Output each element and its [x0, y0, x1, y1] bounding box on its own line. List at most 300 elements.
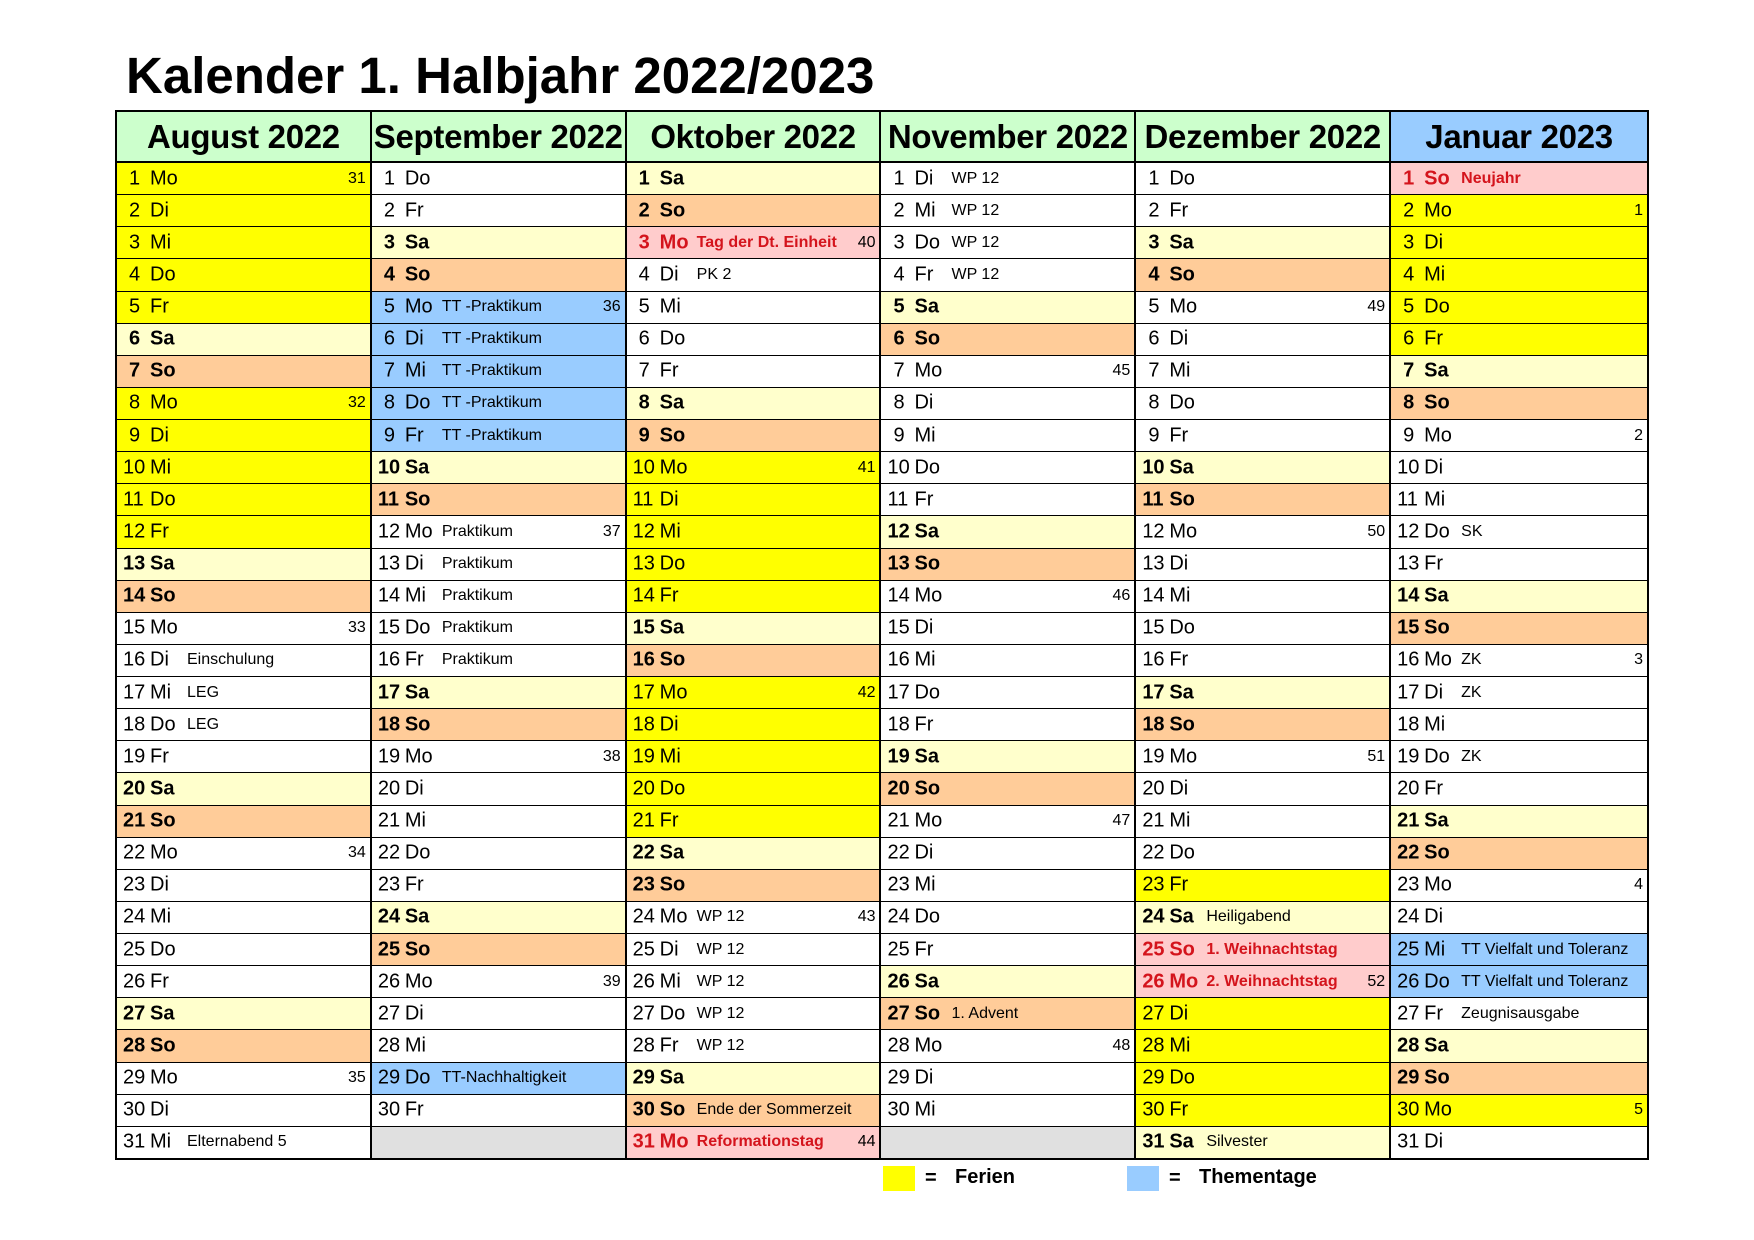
- day-cell: [1136, 613, 1389, 645]
- weekday-label: So: [1169, 263, 1195, 286]
- day-number: 31: [1397, 1130, 1420, 1153]
- day-number: 26: [1397, 970, 1420, 993]
- week-number: 50: [1367, 522, 1386, 540]
- day-number: 15: [887, 616, 910, 639]
- weekday-label: So: [659, 424, 686, 447]
- weekday-label: Di: [659, 713, 679, 736]
- weekday-label: Fr: [1424, 327, 1444, 350]
- day-cell: [117, 356, 370, 388]
- day-cell: [1136, 356, 1389, 388]
- week-number: 42: [857, 683, 876, 701]
- weekday-label: Sa: [1169, 681, 1194, 704]
- day-note: LEG: [187, 715, 220, 733]
- day-number: 27: [887, 1002, 910, 1025]
- day-number: 30: [123, 1098, 146, 1121]
- day-cell: [1136, 1030, 1389, 1062]
- weekday-label: Do: [659, 552, 686, 575]
- weekday-label: Fr: [404, 424, 424, 447]
- day-cell: [1391, 1030, 1647, 1062]
- day-list: [372, 163, 625, 1158]
- day-number: 4: [383, 263, 395, 286]
- day-cell: [372, 773, 625, 805]
- day-number: 30: [1142, 1098, 1165, 1121]
- weekday-label: So: [150, 584, 176, 607]
- weekday-label: Fr: [1169, 424, 1189, 447]
- weekday-label: Fr: [659, 1034, 679, 1057]
- day-note: TT -Praktikum: [441, 298, 542, 316]
- day-cell: [117, 870, 370, 902]
- day-number: 28: [1142, 1034, 1165, 1057]
- weekday-label: Mo: [150, 1066, 178, 1089]
- day-cell: [1136, 806, 1389, 838]
- day-cell: [881, 324, 1134, 356]
- day-number: 7: [1403, 359, 1415, 382]
- day-number: 7: [383, 359, 395, 382]
- day-cell: [117, 1063, 370, 1095]
- day-cell: [627, 934, 880, 966]
- weekday-label: Do: [1169, 167, 1195, 190]
- day-cell: [1136, 1127, 1389, 1158]
- day-number: 12: [1397, 520, 1420, 543]
- day-cell: [1391, 452, 1647, 484]
- day-number: 9: [1148, 424, 1160, 447]
- day-cell: [372, 484, 625, 516]
- day-cell: [1391, 773, 1647, 805]
- weekday-label: Do: [150, 713, 176, 736]
- day-number: 17: [632, 681, 655, 704]
- day-cell: [372, 516, 625, 548]
- day-number: 30: [1397, 1098, 1420, 1121]
- weekday-label: Do: [1424, 295, 1450, 318]
- day-cell: [627, 1030, 880, 1062]
- day-number: 1: [129, 167, 141, 190]
- weekday-label: Mi: [1424, 263, 1446, 286]
- day-cell: [1136, 838, 1389, 870]
- day-cell: [372, 324, 625, 356]
- weekday-label: Do: [150, 488, 176, 511]
- weekday-label: Sa: [404, 905, 430, 928]
- day-cell: [627, 741, 880, 773]
- weekday-label: Mo: [1424, 199, 1452, 222]
- day-number: 21: [377, 809, 401, 832]
- day-cell: [1391, 1095, 1647, 1127]
- day-cell: [881, 741, 1134, 773]
- day-cell: [372, 581, 625, 613]
- day-number: 20: [123, 777, 146, 800]
- weekday-label: Do: [659, 777, 686, 800]
- day-number: 28: [1397, 1034, 1420, 1057]
- day-number: 30: [632, 1098, 655, 1121]
- weekday-label: Fr: [150, 295, 169, 318]
- weekday-label: Mo: [914, 809, 943, 832]
- day-number: 5: [129, 295, 141, 318]
- month-column: [627, 112, 882, 1158]
- day-note: 1. Weihnachtstag: [1206, 940, 1338, 958]
- day-number: 28: [123, 1034, 146, 1057]
- weekday-label: Di: [659, 488, 679, 511]
- day-cell: [627, 677, 880, 709]
- day-number: 23: [377, 873, 401, 896]
- day-cell: [881, 356, 1134, 388]
- weekday-label: Mo: [150, 616, 178, 639]
- weekday-label: Di: [914, 167, 934, 190]
- weekday-label: Sa: [914, 970, 939, 993]
- weekday-label: Fr: [659, 359, 679, 382]
- day-cell: [627, 966, 880, 998]
- day-number: 10: [123, 456, 146, 479]
- weekday-label: So: [404, 713, 431, 736]
- day-cell: [117, 838, 370, 870]
- weekday-label: Mo: [1424, 873, 1452, 896]
- day-number: 10: [1397, 456, 1420, 479]
- month-header: Januar 2023: [1391, 112, 1647, 163]
- weekday-label: Di: [914, 841, 934, 864]
- day-number: 10: [377, 456, 401, 479]
- weekday-label: Sa: [150, 552, 175, 575]
- day-number: 24: [632, 905, 655, 928]
- day-number: 11: [887, 488, 909, 511]
- day-number: 15: [632, 616, 655, 639]
- weekday-label: So: [1424, 1066, 1450, 1089]
- day-cell: [372, 677, 625, 709]
- weekday-label: Mo: [914, 1034, 943, 1057]
- day-list: [627, 163, 880, 1158]
- day-number: 18: [632, 713, 655, 736]
- day-cell: [1391, 998, 1647, 1030]
- day-number: 13: [887, 552, 910, 575]
- day-cell: [372, 645, 625, 677]
- day-number: 19: [632, 745, 655, 768]
- day-note: Neujahr: [1461, 169, 1521, 187]
- day-number: 16: [632, 648, 655, 671]
- day-number: 3: [129, 231, 141, 254]
- day-number: 21: [1142, 809, 1165, 832]
- day-cell: [1136, 1063, 1389, 1095]
- weekday-label: Sa: [914, 745, 939, 768]
- weekday-label: Mi: [150, 456, 172, 479]
- day-number: 31: [1142, 1130, 1165, 1153]
- day-number: 2: [638, 199, 650, 222]
- day-note: Ende der Sommerzeit: [696, 1101, 852, 1119]
- day-number: 5: [1403, 295, 1415, 318]
- day-cell: [1391, 1127, 1647, 1158]
- day-number: 15: [123, 616, 146, 639]
- weekday-label: Do: [404, 167, 431, 190]
- day-cell: [1136, 998, 1389, 1030]
- month-header: August 2022: [117, 112, 370, 163]
- day-number: 23: [1142, 873, 1165, 896]
- day-cell: [1391, 549, 1647, 581]
- day-number: 16: [123, 648, 146, 671]
- day-cell: [1136, 773, 1389, 805]
- day-number: 14: [1142, 584, 1165, 607]
- day-note: Praktikum: [441, 555, 513, 573]
- day-cell: [1391, 484, 1647, 516]
- day-number: 27: [632, 1002, 655, 1025]
- week-number: 40: [857, 233, 876, 251]
- day-cell: [1136, 677, 1389, 709]
- weekday-label: Mi: [1424, 713, 1446, 736]
- day-number: 17: [123, 681, 146, 704]
- day-cell: [1136, 324, 1389, 356]
- day-number: 29: [1397, 1066, 1420, 1089]
- weekday-label: Do: [914, 681, 941, 704]
- weekday-label: Mo: [404, 295, 433, 318]
- day-cell: [881, 1095, 1134, 1127]
- day-note: WP 12: [951, 265, 1000, 283]
- day-number: 17: [887, 681, 910, 704]
- week-number: 51: [1367, 747, 1386, 765]
- day-number: 25: [1397, 938, 1420, 961]
- weekday-label: Di: [1424, 456, 1444, 479]
- day-cell: [627, 227, 880, 259]
- day-number: 1: [893, 167, 905, 190]
- day-cell: [881, 516, 1134, 548]
- day-number: 31: [632, 1130, 655, 1153]
- weekday-label: Di: [150, 424, 169, 447]
- day-cell: [627, 452, 880, 484]
- day-cell: [372, 163, 625, 195]
- weekday-label: Sa: [1424, 1034, 1449, 1057]
- day-number: 24: [887, 905, 910, 928]
- weekday-label: Mi: [404, 584, 426, 607]
- day-cell: [627, 902, 880, 934]
- day-number: 8: [638, 391, 650, 414]
- day-number: 18: [123, 713, 146, 736]
- day-number: 6: [638, 327, 650, 350]
- week-number: 38: [602, 747, 621, 765]
- day-number: 12: [377, 520, 401, 543]
- day-cell: [117, 998, 370, 1030]
- day-number: 17: [1397, 681, 1420, 704]
- weekday-label: So: [1424, 391, 1450, 414]
- day-cell: [627, 324, 880, 356]
- day-cell: [627, 581, 880, 613]
- month-header: Oktober 2022: [627, 112, 880, 163]
- week-number: 46: [1112, 587, 1131, 605]
- legend-swatch-ferien: [883, 1166, 915, 1191]
- weekday-label: Mi: [150, 1130, 172, 1153]
- day-number: 7: [893, 359, 905, 382]
- day-note: TT -Praktikum: [441, 426, 542, 444]
- day-cell: [1391, 709, 1647, 741]
- day-cell: [627, 420, 880, 452]
- day-number: 22: [887, 841, 910, 864]
- day-number: 28: [887, 1034, 910, 1057]
- day-note: Silvester: [1206, 1133, 1268, 1151]
- day-number: 13: [1142, 552, 1165, 575]
- day-cell: [1136, 420, 1389, 452]
- day-cell: [372, 806, 625, 838]
- day-cell: [117, 934, 370, 966]
- day-cell: [117, 324, 370, 356]
- weekday-label: Do: [1424, 970, 1450, 993]
- day-number: 23: [887, 873, 910, 896]
- day-number: 11: [123, 488, 144, 511]
- day-list: [1391, 163, 1647, 1158]
- weekday-label: Sa: [1169, 231, 1194, 254]
- day-number: 16: [1142, 648, 1165, 671]
- day-cell: [117, 195, 370, 227]
- day-cell: [627, 998, 880, 1030]
- day-number: 23: [1397, 873, 1420, 896]
- day-cell: [881, 420, 1134, 452]
- day-cell: [117, 1127, 370, 1158]
- day-cell: [881, 709, 1134, 741]
- day-number: 1: [1148, 167, 1160, 190]
- day-number: 25: [632, 938, 655, 961]
- weekday-label: Mi: [659, 295, 681, 318]
- day-note: Einschulung: [187, 651, 275, 669]
- day-number: 22: [1142, 841, 1165, 864]
- day-cell: [1391, 516, 1647, 548]
- weekday-label: Mo: [404, 970, 433, 993]
- weekday-label: Fr: [404, 199, 424, 222]
- week-number: 44: [857, 1133, 876, 1151]
- day-cell: [881, 966, 1134, 998]
- day-cell: [1136, 581, 1389, 613]
- week-number: 39: [602, 972, 621, 990]
- weekday-label: So: [1424, 841, 1450, 864]
- day-number: 19: [887, 745, 910, 768]
- day-number: 1: [638, 167, 650, 190]
- weekday-label: Mi: [1169, 1034, 1191, 1057]
- day-number: 22: [1397, 841, 1420, 864]
- day-cell: [881, 227, 1134, 259]
- weekday-label: Mi: [659, 520, 681, 543]
- weekday-label: Di: [914, 1066, 934, 1089]
- day-number: 6: [383, 327, 395, 350]
- day-cell: [881, 452, 1134, 484]
- day-cell: [1136, 516, 1389, 548]
- weekday-label: So: [659, 648, 686, 671]
- day-cell: [372, 1030, 625, 1062]
- weekday-label: Do: [404, 391, 431, 414]
- day-cell: [1391, 613, 1647, 645]
- day-cell: [881, 806, 1134, 838]
- week-number: 4: [1634, 876, 1643, 894]
- day-number: 5: [1148, 295, 1160, 318]
- weekday-label: Sa: [1169, 905, 1194, 928]
- day-number: 18: [1142, 713, 1165, 736]
- day-number: 24: [377, 905, 401, 928]
- day-cell: [1136, 388, 1389, 420]
- day-number: 5: [383, 295, 395, 318]
- weekday-label: Mi: [150, 231, 172, 254]
- day-cell: [627, 806, 880, 838]
- weekday-label: Fr: [1169, 1098, 1189, 1121]
- day-cell: [1391, 838, 1647, 870]
- day-cell: [1391, 227, 1647, 259]
- day-cell: [372, 709, 625, 741]
- day-number: 14: [123, 584, 146, 607]
- day-number: 26: [377, 970, 401, 993]
- day-number: 22: [377, 841, 401, 864]
- weekday-label: Mo: [659, 1130, 689, 1153]
- month-header: November 2022: [881, 112, 1134, 163]
- day-number: 23: [123, 873, 146, 896]
- day-cell: [372, 741, 625, 773]
- day-cell: [881, 388, 1134, 420]
- weekday-label: Mi: [150, 681, 172, 704]
- weekday-label: Di: [1424, 905, 1444, 928]
- day-cell: [881, 773, 1134, 805]
- day-number: 21: [123, 809, 146, 832]
- day-cell: [117, 1030, 370, 1062]
- day-note: Tag der Dt. Einheit: [696, 233, 837, 251]
- day-cell: [1391, 581, 1647, 613]
- day-note: Zeugnisausgabe: [1461, 1004, 1580, 1022]
- day-cell: [1391, 292, 1647, 324]
- weekday-label: Di: [914, 391, 934, 414]
- day-number: 7: [129, 359, 141, 382]
- day-note: TT -Praktikum: [441, 394, 542, 412]
- day-cell: [627, 1095, 880, 1127]
- weekday-label: Mo: [659, 681, 688, 704]
- weekday-label: Fr: [1424, 552, 1444, 575]
- day-cell: [117, 581, 370, 613]
- day-number: 2: [383, 199, 395, 222]
- day-number: 9: [893, 424, 905, 447]
- day-cell: [627, 163, 880, 195]
- day-number: 10: [887, 456, 910, 479]
- weekday-label: Mi: [914, 424, 936, 447]
- weekday-label: Fr: [150, 970, 169, 993]
- weekday-label: So: [404, 938, 431, 961]
- day-cell: [372, 1063, 625, 1095]
- weekday-label: So: [1169, 713, 1195, 736]
- weekday-label: So: [150, 809, 176, 832]
- day-cell: [881, 613, 1134, 645]
- weekday-label: Di: [150, 199, 169, 222]
- day-number: 5: [638, 295, 650, 318]
- day-cell: [881, 195, 1134, 227]
- weekday-label: Fr: [914, 263, 934, 286]
- day-number: 23: [632, 873, 655, 896]
- day-cell: [881, 484, 1134, 516]
- day-cell: [372, 1095, 625, 1127]
- day-number: 4: [893, 263, 905, 286]
- day-cell: [117, 549, 370, 581]
- day-cell: [372, 902, 625, 934]
- week-number: 47: [1112, 812, 1131, 830]
- weekday-label: Di: [404, 777, 424, 800]
- weekday-label: Sa: [404, 456, 430, 479]
- day-cell: [1391, 356, 1647, 388]
- day-cell: [881, 292, 1134, 324]
- day-number: 10: [632, 456, 655, 479]
- day-note: TT-Nachhaltigkeit: [441, 1069, 567, 1087]
- day-number: 16: [377, 648, 401, 671]
- day-number: 20: [1142, 777, 1165, 800]
- day-number: 19: [1142, 745, 1165, 768]
- weekday-label: Do: [914, 456, 941, 479]
- day-cell: [1391, 934, 1647, 966]
- day-number: 8: [129, 391, 141, 414]
- day-note: TT -Praktikum: [441, 362, 542, 380]
- day-cell: [1136, 292, 1389, 324]
- weekday-label: Sa: [914, 295, 939, 318]
- day-number: 21: [632, 809, 655, 832]
- day-number: 22: [123, 841, 146, 864]
- day-cell: [372, 452, 625, 484]
- day-cell: [627, 516, 880, 548]
- day-cell: [117, 966, 370, 998]
- weekday-label: So: [659, 1098, 686, 1121]
- day-number: 11: [377, 488, 399, 511]
- day-cell: [372, 934, 625, 966]
- weekday-label: Di: [1169, 327, 1189, 350]
